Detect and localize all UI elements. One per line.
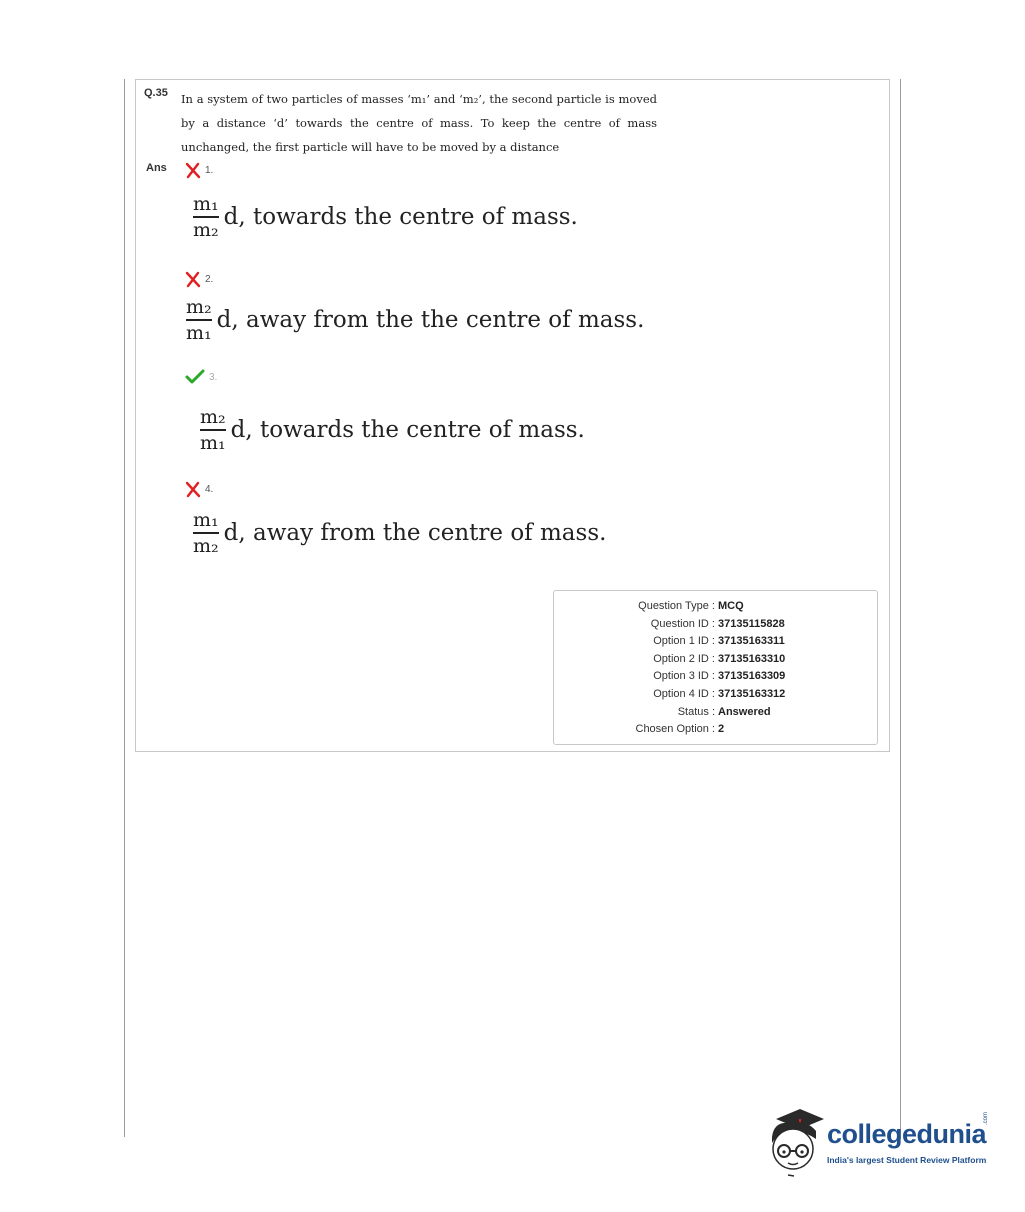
info-label: Status :	[677, 706, 715, 718]
fraction-denominator: m₁	[200, 432, 226, 454]
info-value: 37135115828	[718, 618, 785, 630]
option-1-text: d, towards the centre of mass.	[223, 204, 578, 230]
fraction-numerator: m₁	[193, 193, 219, 215]
cross-icon	[185, 481, 201, 498]
option-3-number: 3.	[209, 371, 218, 383]
fraction-denominator: m₂	[193, 219, 219, 241]
info-label: Chosen Option :	[635, 723, 715, 735]
info-label: Question ID :	[650, 618, 715, 630]
question-number: Q.35	[144, 87, 168, 99]
info-value: 37135163311	[718, 635, 785, 647]
fraction-bar	[193, 216, 219, 218]
option-3-fraction	[200, 406, 226, 454]
question-text: In a system of two particles of masses ‘m₁’ and ‘m₂’, the second particle is moved by a distance ‘d’ towards the centre of mass. To keep the centre of mass unchanged, the first particle will have to be moved by a distance	[181, 92, 657, 154]
fraction-numerator: m₁	[193, 509, 219, 531]
logo-wordmark: collegedunia	[827, 1119, 987, 1149]
option-3-mark	[185, 369, 217, 385]
page-right-border	[900, 79, 901, 1139]
logo-suffix: .com	[983, 1111, 989, 1125]
check-icon	[185, 369, 205, 385]
info-row-option-4-id	[554, 688, 877, 704]
info-value: Answered	[718, 706, 771, 718]
fraction-bar	[186, 319, 212, 321]
option-2-number: 2.	[205, 274, 214, 285]
cross-icon	[185, 271, 201, 288]
option-4-number: 4.	[205, 484, 214, 495]
info-label: Option 4 ID :	[653, 688, 715, 700]
info-label: Option 1 ID :	[653, 635, 715, 647]
fraction-denominator: m₁	[186, 322, 212, 344]
option-4-fraction	[193, 509, 219, 557]
mascot-icon	[766, 1103, 826, 1178]
info-value: MCQ	[718, 600, 744, 612]
option-1	[193, 193, 578, 241]
info-value: 2	[718, 723, 725, 735]
info-row-option-2-id	[554, 653, 877, 669]
info-value: 37135163312	[718, 688, 786, 700]
info-label: Option 2 ID :	[653, 653, 715, 665]
info-value: 37135163309	[718, 670, 786, 682]
option-3-text: d, towards the centre of mass.	[230, 417, 585, 443]
option-2-fraction	[186, 296, 212, 344]
fraction-numerator: m₂	[186, 296, 212, 318]
option-4-text: d, away from the centre of mass.	[223, 520, 607, 546]
info-row-option-1-id	[554, 635, 877, 651]
logo-tagline: India's largest Student Review Platform	[827, 1155, 987, 1165]
option-2-text: d, away from the the centre of mass.	[216, 307, 645, 333]
fraction-denominator: m₂	[193, 535, 219, 557]
option-4	[193, 509, 606, 557]
option-1-fraction	[193, 193, 219, 241]
option-1-mark	[185, 162, 213, 179]
option-4-mark	[185, 481, 213, 498]
info-row-question-id	[554, 618, 877, 634]
info-value: 37135163310	[718, 653, 786, 665]
fraction-numerator: m₂	[200, 406, 226, 428]
info-row-question-type	[554, 600, 877, 616]
cross-icon	[185, 162, 201, 179]
option-2	[186, 296, 644, 344]
page-left-border	[124, 79, 125, 1137]
question-info-box	[553, 590, 878, 745]
option-1-number: 1.	[205, 165, 214, 176]
info-label: Option 3 ID :	[653, 670, 715, 682]
info-row-option-3-id	[554, 670, 877, 686]
fraction-bar	[193, 532, 219, 534]
info-row-status	[554, 706, 877, 722]
fraction-bar	[200, 429, 226, 431]
option-3	[200, 406, 585, 454]
option-2-mark	[185, 271, 213, 288]
info-row-chosen-option	[554, 723, 877, 739]
collegedunia-logo	[766, 1103, 994, 1178]
answer-label: Ans	[146, 162, 167, 174]
info-label: Question Type :	[638, 600, 715, 612]
